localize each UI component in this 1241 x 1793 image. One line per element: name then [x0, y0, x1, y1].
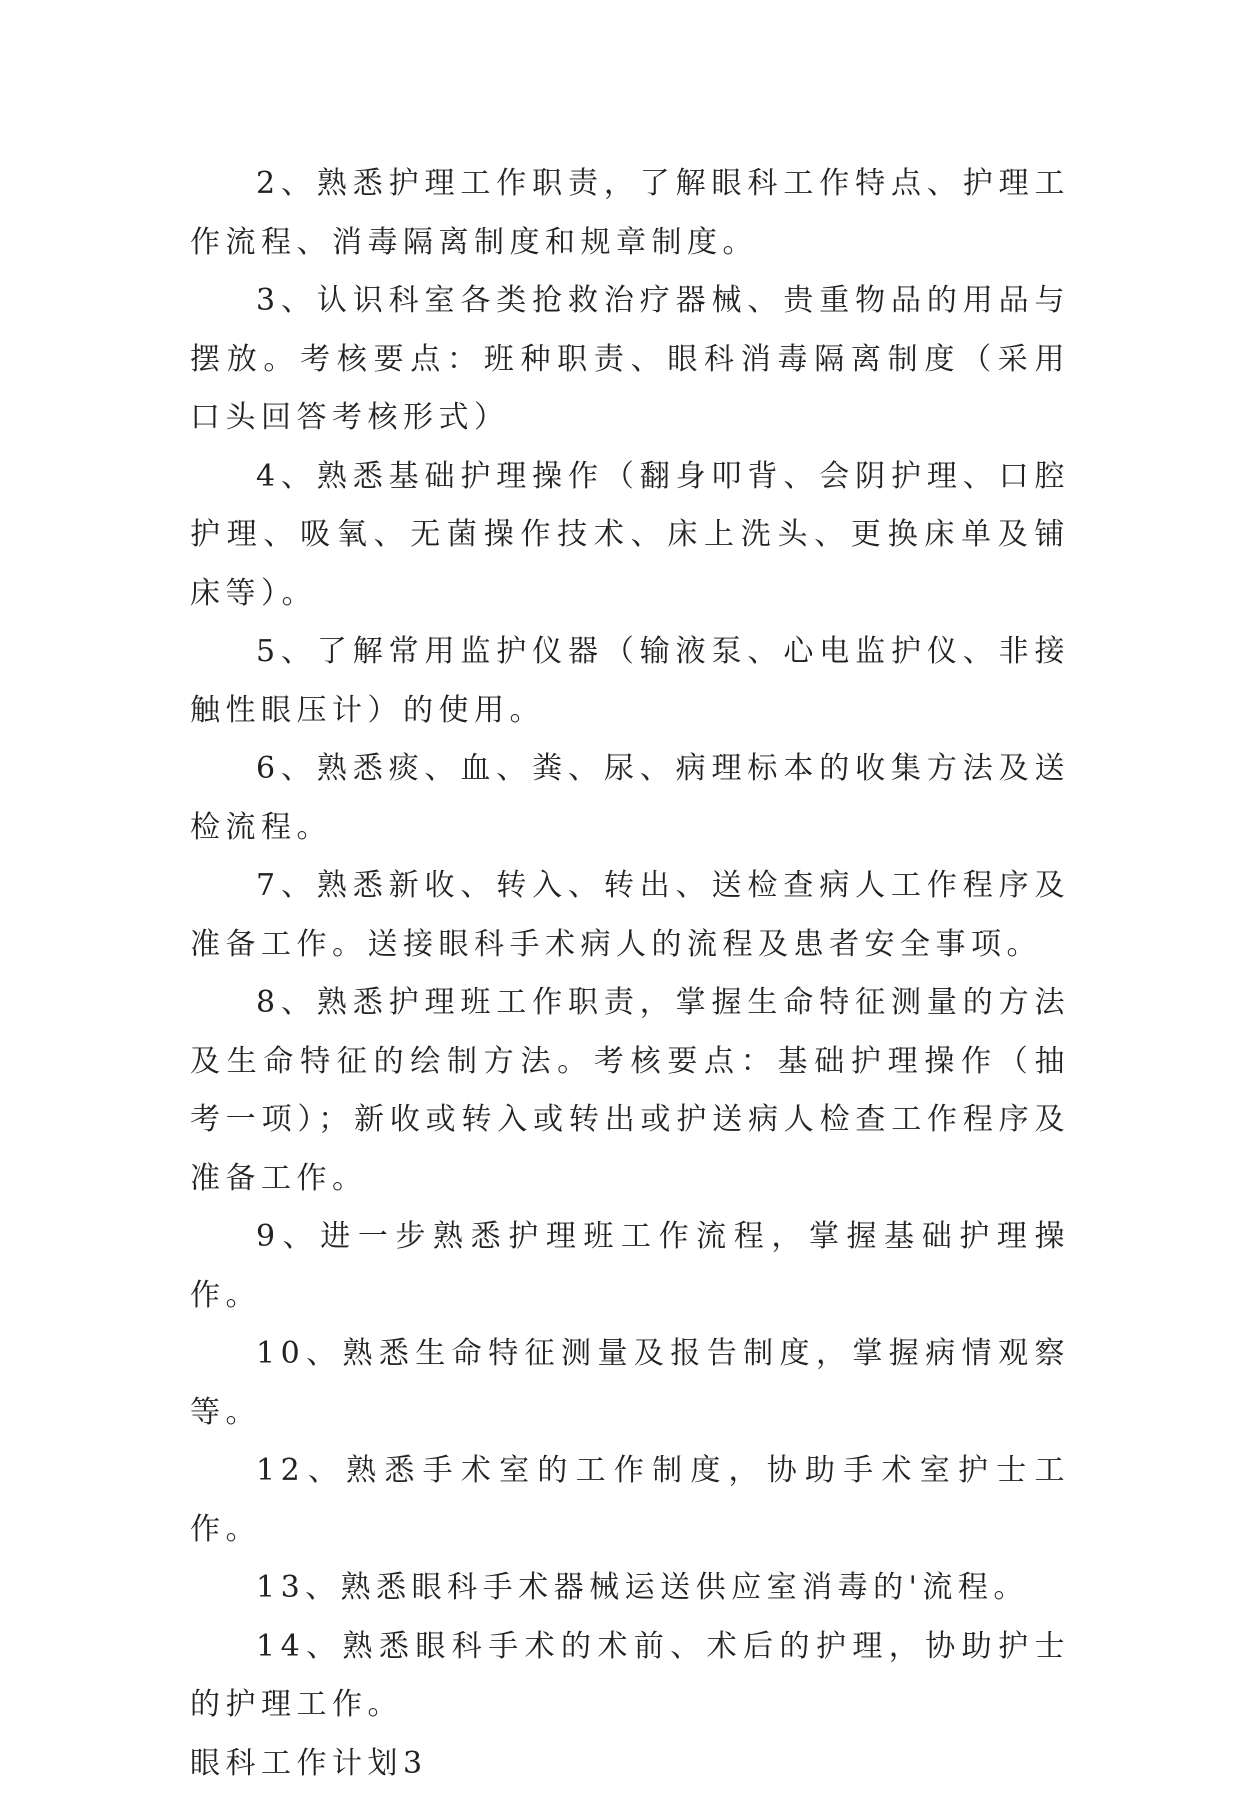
paragraph-item-5: 5、了解常用监护仪器（输液泵、心电监护仪、非接触性眼压计）的使用。 [190, 623, 1070, 740]
paragraph-item-13: 13、熟悉眼科手术器械运送供应室消毒的'流程。 [190, 1559, 1070, 1618]
paragraph-item-8: 8、熟悉护理班工作职责，掌握生命特征测量的方法及生命特征的绘制方法。考核要点：基础护理操作（抽考一项）；新收或转入或转出或护送病人检查工作程序及准备工作。 [190, 974, 1070, 1208]
paragraph-item-6: 6、熟悉痰、血、粪、尿、病理标本的收集方法及送检流程。 [190, 740, 1070, 857]
document-page [190, 155, 1070, 1793]
paragraph-item-7: 7、熟悉新收、转入、转出、送检查病人工作程序及准备工作。送接眼科手术病人的流程及患者安全事项。 [190, 857, 1070, 974]
paragraph-item-4: 4、熟悉基础护理操作（翻身叩背、会阴护理、口腔护理、吸氧、无菌操作技术、床上洗头、更换床单及铺床等）。 [190, 448, 1070, 624]
paragraph-item-9: 9、进一步熟悉护理班工作流程，掌握基础护理操作。 [190, 1208, 1070, 1325]
section-heading: 眼科工作计划3 [190, 1735, 1070, 1793]
paragraph-item-14: 14、熟悉眼科手术的术前、术后的护理，协助护士的护理工作。 [190, 1618, 1070, 1735]
paragraph-item-3: 3、认识科室各类抢救治疗器械、贵重物品的用品与摆放。考核要点：班种职责、眼科消毒隔离制度（采用口头回答考核形式） [190, 272, 1070, 448]
paragraph-item-2: 2、熟悉护理工作职责，了解眼科工作特点、护理工作流程、消毒隔离制度和规章制度。 [190, 155, 1070, 272]
paragraph-item-10: 10、熟悉生命特征测量及报告制度，掌握病情观察等。 [190, 1325, 1070, 1442]
paragraph-item-12: 12、熟悉手术室的工作制度，协助手术室护士工作。 [190, 1442, 1070, 1559]
